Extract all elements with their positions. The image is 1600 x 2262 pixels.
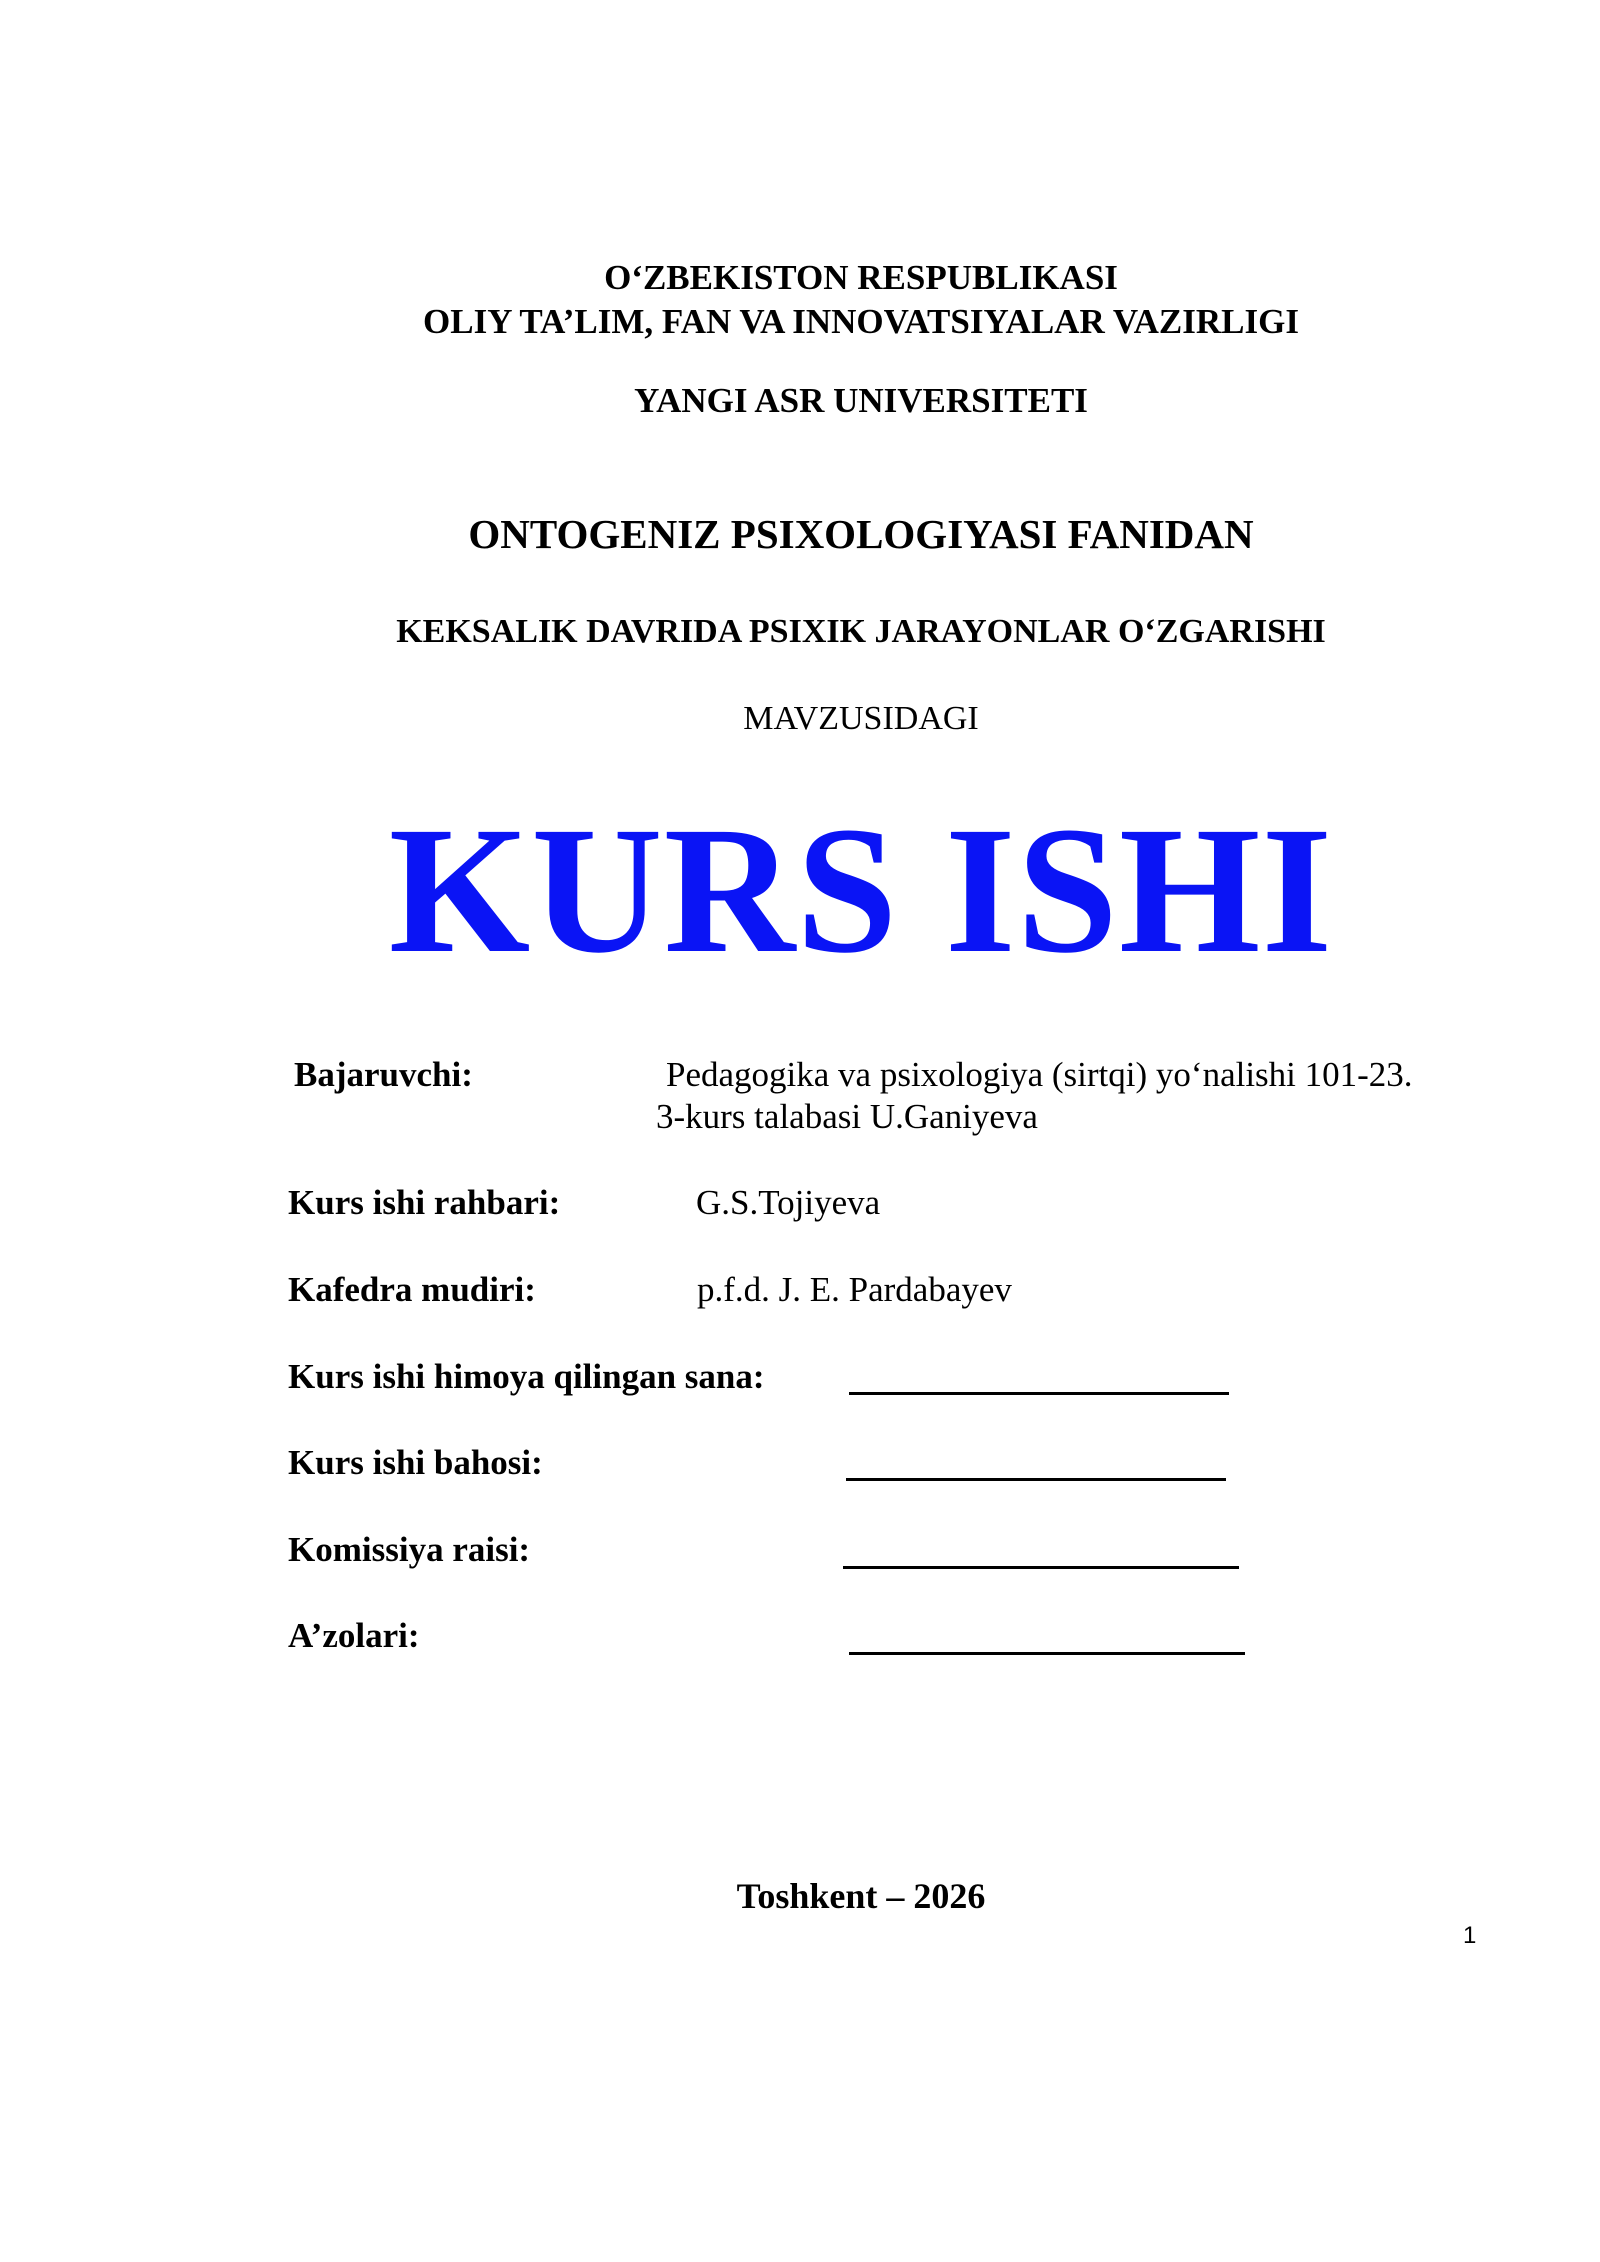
subject-title: ONTOGENIZ PSIXOLOGIYASI FANIDAN (468, 511, 1254, 557)
ministry-line-2: OLIY TA’LIM, FAN VA INNOVATSIYALAR VAZIRLIGI (423, 302, 1299, 341)
performer-label: Bajaruvchi: (294, 1055, 473, 1094)
grade-blank-line (846, 1478, 1226, 1481)
city-year: Toshkent – 2026 (736, 1876, 986, 1916)
supervisor-label: Kurs ishi rahbari: (288, 1183, 561, 1222)
performer-value-line-1: Pedagogika va psixologiya (sirtqi) yo‘nalishi 101-23. (666, 1055, 1413, 1094)
topic-title: KEKSALIK DAVRIDA PSIXIK JARAYONLAR O‘ZGARISHI (396, 613, 1326, 650)
grade-label: Kurs ishi bahosi: (288, 1443, 543, 1482)
performer-value-line-2: 3-kurs talabasi U.Ganiyeva (656, 1097, 1038, 1136)
commission-chair-label: Komissiya raisi: (288, 1530, 531, 1569)
page-number: 1 (1463, 1922, 1477, 1949)
defense-date-blank-line (849, 1392, 1229, 1395)
members-blank-line (849, 1652, 1245, 1655)
commission-chair-blank-line (843, 1566, 1239, 1569)
members-label: A’zolari: (288, 1616, 420, 1655)
defense-date-label: Kurs ishi himoya qilingan sana: (288, 1357, 765, 1396)
document-type-title: KURS ISHI (388, 790, 1334, 991)
head-of-department-label: Kafedra mudiri: (288, 1270, 536, 1309)
university-name: YANGI ASR UNIVERSITETI (634, 381, 1088, 420)
supervisor-value: G.S.Tojiyeva (696, 1183, 881, 1222)
head-of-department-value: p.f.d. J. E. Pardabayev (697, 1270, 1012, 1309)
ministry-line-1: O‘ZBEKISTON RESPUBLIKASI (604, 258, 1118, 297)
topic-suffix: MAVZUSIDAGI (743, 700, 979, 737)
